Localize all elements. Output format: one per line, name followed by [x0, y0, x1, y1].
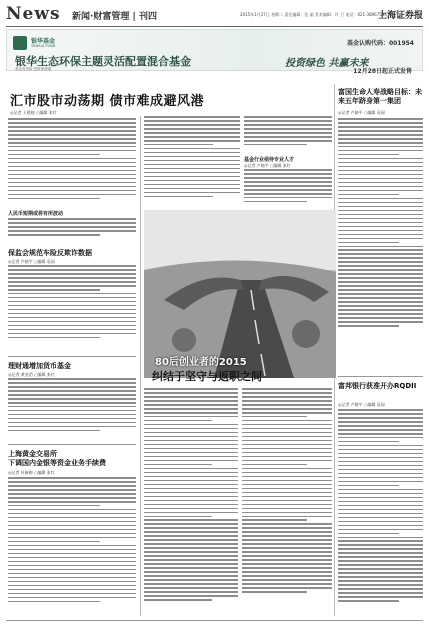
main-article-continued — [244, 116, 332, 152]
article-c-byline: ◎记者 黄金滔 ○编辑 张红 — [8, 372, 55, 377]
right-bottom-headline: 富邦银行获准开办RQDII — [338, 382, 417, 390]
article-a-body — [8, 218, 136, 242]
ad-brand-en: YINHUA FUND — [31, 44, 56, 48]
masthead-brand: News — [6, 4, 61, 24]
article-c-body — [8, 378, 136, 436]
article-b-headline: 保监会规范车险反欺诈数据 — [8, 249, 92, 257]
ad-disclaimer: 基金有风险 投资需谨慎 — [15, 67, 52, 71]
article-b-byline: ◎记者 卢晓平 ○编辑 袁园 — [8, 259, 55, 264]
column-divider — [140, 116, 141, 616]
ad-fund-code: 基金认购代码：001954 — [346, 40, 414, 47]
section-divider — [338, 376, 423, 377]
fund-logo-icon — [13, 36, 27, 50]
right-bottom-byline: ◎记者 卢晓平 ○编辑 袁园 — [338, 402, 385, 407]
article-c-headline: 理财通增加货币基金 — [8, 362, 71, 370]
ad-title: 银华生态环保主题灵活配置混合基金 — [15, 55, 191, 68]
feature-caption-top: 80后创业者的2015 — [155, 357, 247, 368]
main-article-continued — [144, 116, 240, 208]
article-e-headline: 基金行业亟待专业人才 — [244, 157, 295, 163]
ad-brand: 银华基金 — [31, 38, 56, 45]
paper-name: 上海证券报 — [377, 11, 423, 21]
feature-body-left — [144, 388, 238, 618]
masthead-divider — [6, 26, 423, 27]
article-d-byline: ◎记者 叶新梅 ○编辑 张红 — [8, 470, 55, 475]
feature-headline: 纠结于坚守与返职之间 — [152, 370, 262, 383]
main-headline: 汇市股市动荡期 债市难成避风港 — [10, 94, 205, 109]
ad-slogan: 投资绿色 共赢未来 — [285, 58, 369, 69]
right-bottom-body — [338, 409, 423, 617]
right-top-body — [338, 118, 423, 342]
main-byline: ◎记者 王媛媛 ○编辑 张红 — [10, 110, 57, 115]
section-divider — [8, 444, 136, 445]
ad-date: 12月28日起正式发售 — [353, 68, 412, 75]
edition-info: 2015年1月27日 星期二 责任编辑：沈 丽 美术编辑：许 卫 电话：021-38967583 — [240, 12, 387, 17]
main-article-body — [8, 118, 136, 204]
section-title: 新闻·财富管理 | 刊四 — [72, 12, 157, 22]
right-top-headline: 富国生命人寿战略目标：未来五年跻身第一集团 — [338, 88, 422, 105]
article-e-byline: ◎记者 卢晓平 ○编辑 张红 — [244, 163, 291, 168]
right-top-byline: ◎记者 卢晓平 ○编辑 袁园 — [338, 110, 385, 115]
feature-caption — [152, 353, 262, 383]
article-d-headline: 上海黄金交易所 下调国内金银等资金业务手续费 — [8, 450, 106, 467]
article-e-body — [244, 169, 332, 207]
article-b-body — [8, 265, 136, 347]
fund-advertisement — [6, 29, 423, 75]
article-a-headline: 人民币短期或将有所波动 — [8, 211, 64, 217]
section-divider — [8, 356, 136, 357]
page-bottom-rule — [6, 620, 423, 621]
feature-body-right — [242, 388, 332, 618]
article-d-body — [8, 477, 136, 617]
masthead — [6, 4, 423, 26]
